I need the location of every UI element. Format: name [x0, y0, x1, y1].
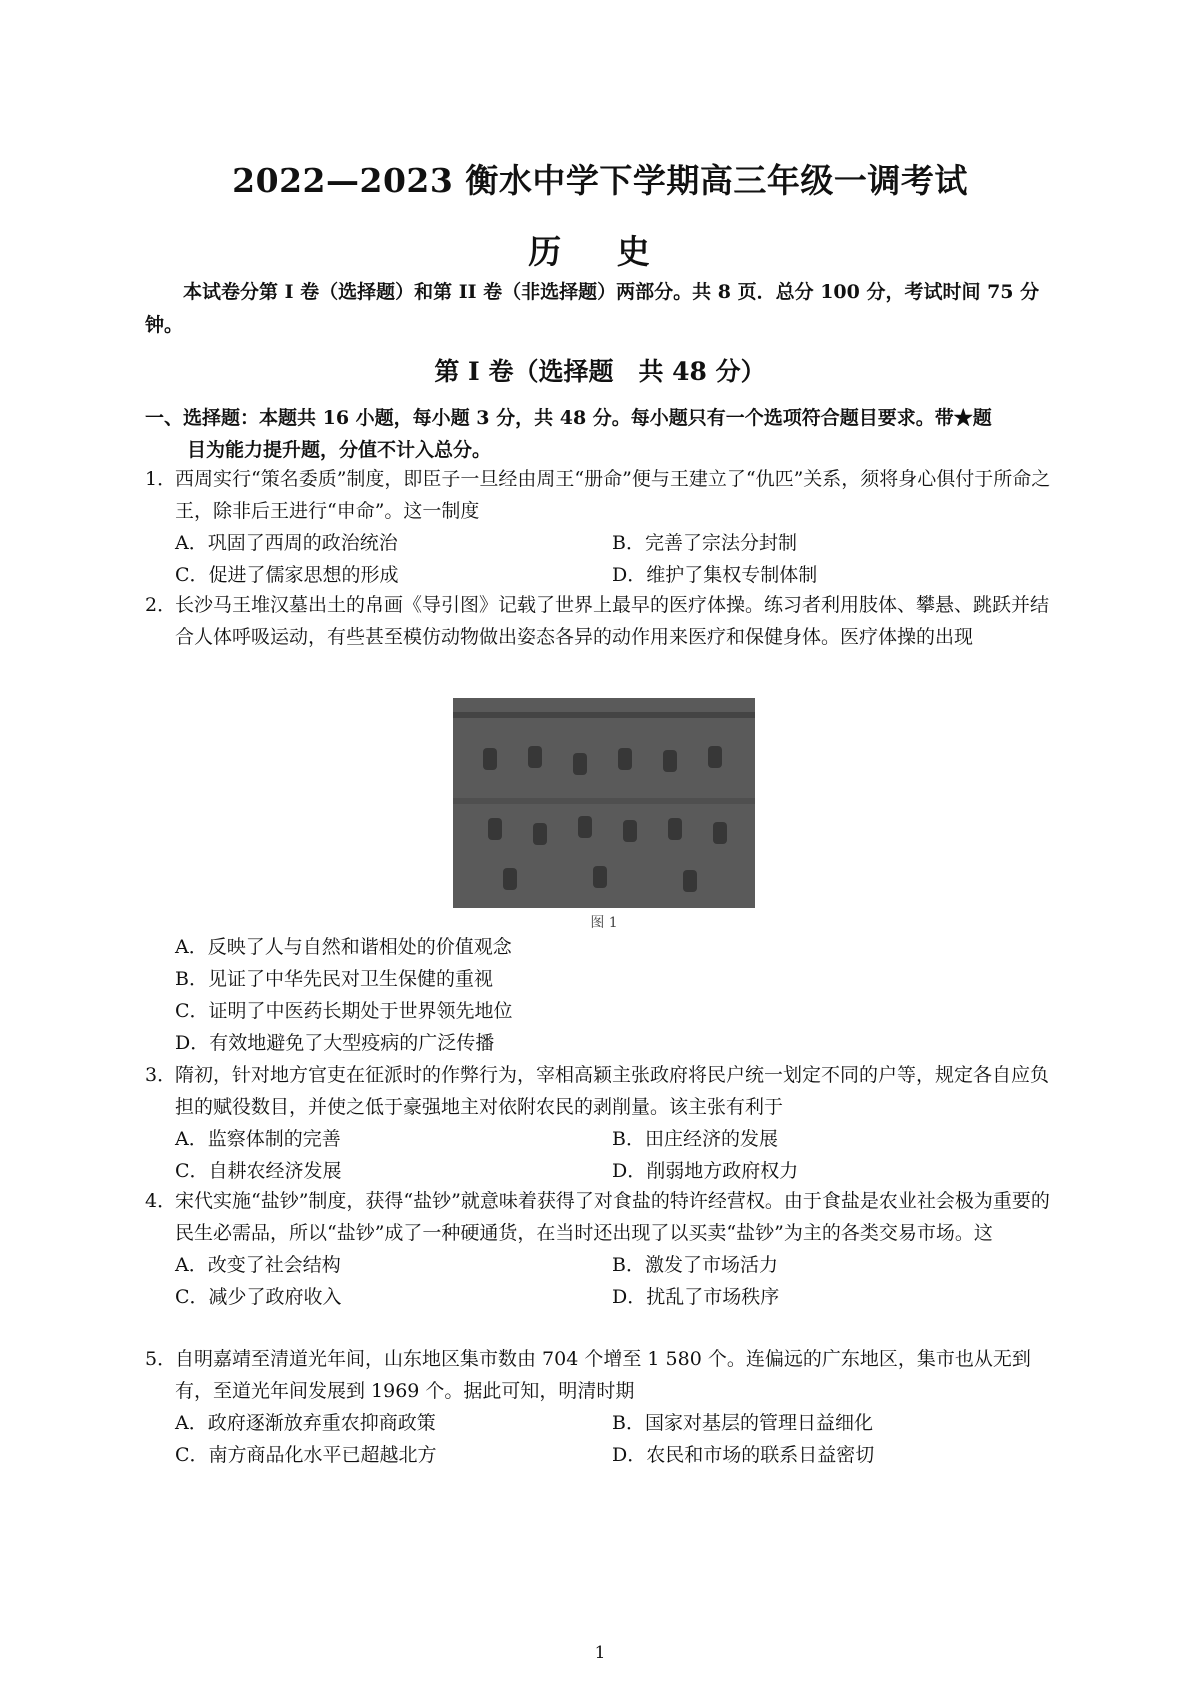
- section-instructions: [145, 402, 1060, 466]
- option-c: C．证明了中医药长期处于世界领先地位: [175, 1000, 513, 1022]
- question-number: 4．: [145, 1190, 177, 1212]
- options-row: [175, 1439, 1060, 1471]
- options-row: [175, 1155, 1060, 1187]
- option-d: D．维护了集权专制体制: [612, 564, 818, 586]
- question-number: 3．: [145, 1064, 177, 1086]
- options-row: [175, 1249, 1060, 1281]
- options-row: [175, 559, 1060, 591]
- question-stem: 长沙马王堆汉墓出土的帛画《导引图》记载了世界上最早的医疗体操。练习者利用肢体、攀悬、跳跃并结合人体呼吸运动，有些甚至模仿动物做出姿态各异的动作用来医疗和保健身体。医疗体操的出现: [175, 594, 1050, 648]
- options-row: [175, 527, 1060, 559]
- option-c: C．减少了政府收入: [175, 1286, 342, 1308]
- option-c: C．南方商品化水平已超越北方: [175, 1444, 437, 1466]
- options-row: [175, 1407, 1060, 1439]
- section-text-line-2: 目为能力提升题，分值不计入总分。: [187, 439, 492, 461]
- part-heading: 第 I 卷（选择题 共 48 分）: [434, 357, 766, 386]
- option-b: B．田庄经济的发展: [612, 1128, 778, 1150]
- option-b: B．见证了中华先民对卫生保健的重视: [175, 968, 493, 990]
- option-c: C．促进了儒家思想的形成: [175, 564, 399, 586]
- option-a: A．改变了社会结构: [175, 1254, 341, 1276]
- question-stem: 宋代实施“盐钞”制度，获得“盐钞”就意味着获得了对食盐的特许经营权。由于食盐是农业社会极为重要的民生必需品，所以“盐钞”成了一种硬通货，在当时还出现了以买卖“盐钞”为主的各类交易市场。这: [175, 1190, 1050, 1244]
- section-label: 一、选择题：: [145, 407, 260, 429]
- option-b: B．激发了市场活力: [612, 1254, 778, 1276]
- option-d: D．有效地避免了大型疫病的广泛传播: [175, 1032, 495, 1054]
- exam-intro: 本试卷分第 I 卷（选择题）和第 II 卷（非选择题）两部分。共 8 页．总分 100 分，考试时间 75 分钟。: [145, 281, 1040, 336]
- question-5: [145, 1343, 1060, 1471]
- question-number: 5．: [145, 1348, 177, 1370]
- option-a: A．政府逐渐放弃重农抑商政策: [175, 1412, 436, 1434]
- question-number: 1．: [145, 468, 177, 490]
- question-stem: 西周实行“策名委质”制度，即臣子一旦经由周王“册命”便与王建立了“仇匹”关系，须将身心俱付于所命之王，除非后王进行“申命”。这一制度: [175, 468, 1051, 522]
- question-stem: 自明嘉靖至清道光年间，山东地区集市数由 704 个增至 1 580 个。连偏远的广东地区，集市也从无到有，至道光年间发展到 1969 个。据此可知，明清时期: [175, 1348, 1031, 1402]
- page-number: 1: [594, 1643, 606, 1663]
- question-number: 2．: [145, 594, 177, 616]
- option-a: A．反映了人与自然和谐相处的价值观念: [175, 936, 512, 958]
- daoyin-figure-image: [453, 698, 755, 908]
- exam-title: 2022—2023 衡水中学下学期高三年级一调考试: [232, 161, 968, 200]
- option-b: B．国家对基层的管理日益细化: [612, 1412, 873, 1434]
- question-stem: 隋初，针对地方官吏在征派时的作弊行为，宰相高颖主张政府将民户统一划定不同的户等，规定各自应负担的赋役数目，并使之低于豪强地主对依附农民的剥削量。该主张有利于: [175, 1064, 1050, 1118]
- option-a: A．巩固了西周的政治统治: [175, 532, 398, 554]
- question-3: [145, 1059, 1060, 1187]
- subject-title: 历 史: [528, 232, 672, 271]
- section-text-line-1: 本题共 16 小题，每小题 3 分，共 48 分。每小题只有一个选项符合题目要求。带★题: [259, 407, 992, 429]
- option-a: A．监察体制的完善: [175, 1128, 341, 1150]
- option-c: C．自耕农经济发展: [175, 1160, 342, 1182]
- option-d: D．农民和市场的联系日益密切: [612, 1444, 875, 1466]
- option-b: B．完善了宗法分封制: [612, 532, 797, 554]
- options-row: [175, 1123, 1060, 1155]
- question-4: [145, 1185, 1060, 1313]
- option-d: D．削弱地方政府权力: [612, 1160, 799, 1182]
- options-row: [175, 1281, 1060, 1313]
- option-d: D．扰乱了市场秩序: [612, 1286, 780, 1308]
- figure-caption: 图 1: [590, 915, 618, 931]
- question-1: [145, 463, 1060, 591]
- question-2: [145, 589, 1060, 653]
- question-2-options: [145, 931, 1060, 1059]
